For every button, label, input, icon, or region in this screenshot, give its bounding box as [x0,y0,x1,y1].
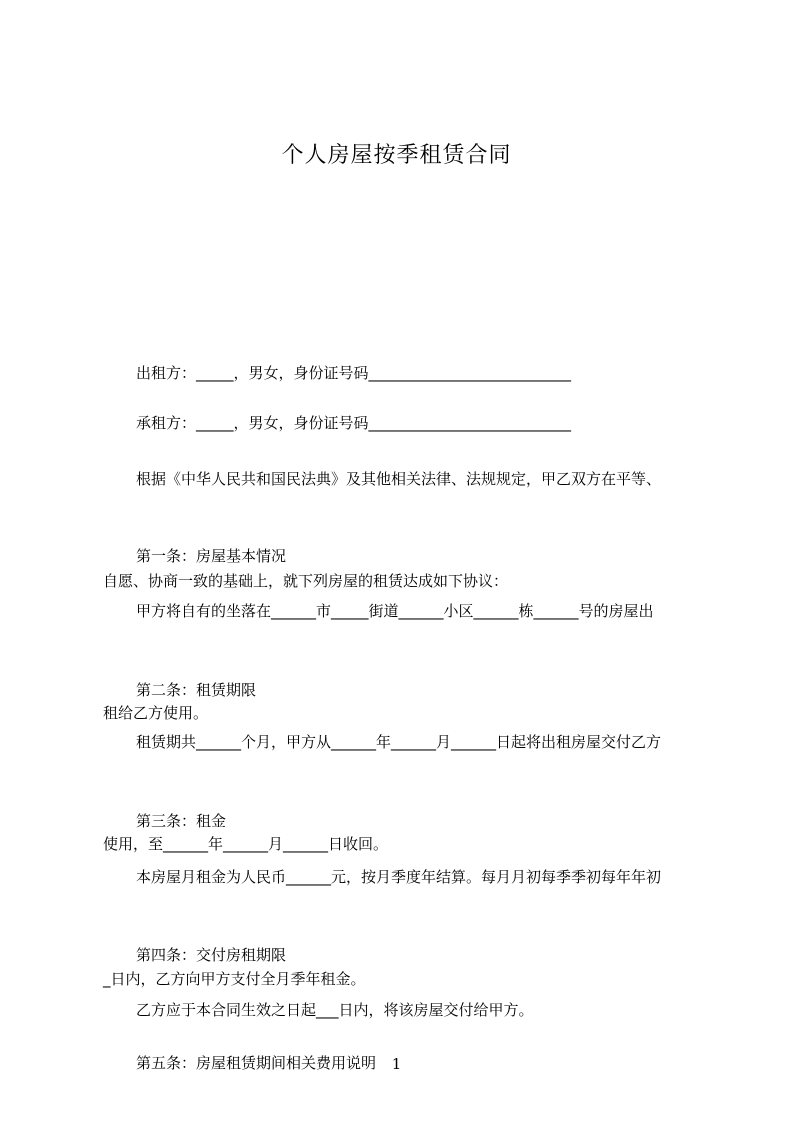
page-number: 1 [391,1055,402,1073]
article-1-title: 第一条：房屋基本情况 [136,547,287,565]
intro-line-2: 自愿、协商一致的基础上，就下列房屋的租赁达成如下协议： [103,572,509,590]
article-2-line-1: 租赁期共______个月，甲方从______年______月______日起将出租房屋交付乙方 [136,733,662,751]
lessor-text: 出租方：_____，男女，身份证号码___________________________ [136,364,572,382]
article-1-line-2: 租给乙方使用。 [103,704,209,722]
article-3-title: 第三条：租金 [136,812,227,830]
article-5-title: 第五条：房屋租赁期间相关费用说明 [136,1054,377,1072]
article-4-title: 第四条：交付房租期限 [136,946,287,964]
lessee-text: 承租方：_____，男女，身份证号码___________________________ [136,414,572,432]
article-2-line-2: 使用，至______年______月______日收回。 [103,835,389,853]
article-1-line-1: 甲方将自有的坐落在______市_____街道______小区______栋______号的房屋出 [136,602,654,620]
article-3-line-2: _日内，乙方向甲方支付全月季年租金。 [103,970,366,988]
article-2-title: 第二条：租赁期限 [136,681,257,699]
article-3-line-1: 本房屋月租金为人民币______元，按月季度年结算。每月月初每季季初每年年初 [136,868,662,886]
intro-line-1: 根据《中华人民共和国民法典》及其他相关法律、法规规定，甲乙双方在平等、 [136,470,662,488]
article-4-line-1: 乙方应于本合同生效之日起___日内，将该房屋交付给甲方。 [136,1001,534,1019]
document-title: 个人房屋按季租赁合同 [281,143,512,168]
